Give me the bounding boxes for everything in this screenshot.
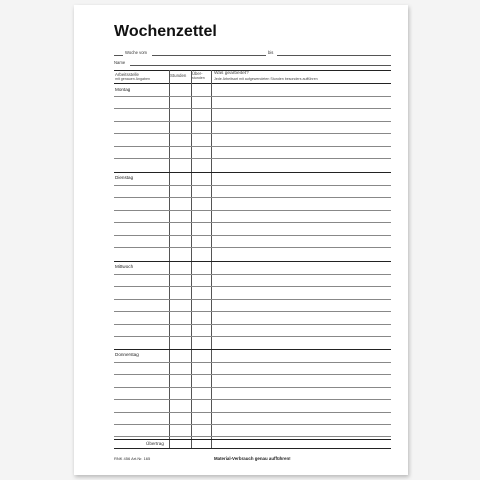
week-from-field[interactable] <box>152 55 266 56</box>
col-divider-overtime <box>191 70 192 448</box>
footer-code: RNK 456 Art.Nr. 165 <box>114 456 151 461</box>
header-bottom-border <box>114 83 391 84</box>
entry-row-line[interactable] <box>114 185 391 186</box>
day-separator-2 <box>114 261 391 262</box>
day-label-wednesday: Mittwoch <box>115 264 134 269</box>
entry-row-line[interactable] <box>114 424 391 425</box>
week-to-field[interactable] <box>277 55 391 56</box>
entry-row-line[interactable] <box>114 412 391 413</box>
entry-row-line[interactable] <box>114 324 391 325</box>
carry-top-border <box>114 439 391 440</box>
col-overtime-label-2: stunden <box>192 76 205 80</box>
col-work-label: Was gearbeitet? <box>214 71 249 76</box>
entry-row-line[interactable] <box>114 146 391 147</box>
entry-row-line[interactable] <box>114 286 391 287</box>
name-field[interactable] <box>130 65 391 66</box>
entry-row-line[interactable] <box>114 121 391 122</box>
table-bottom-border <box>114 448 391 449</box>
form-title: Wochenzettel <box>114 23 217 40</box>
day-label-tuesday: Dienstag <box>115 175 134 180</box>
table-top-border <box>114 70 391 71</box>
col-hours-label: Stunden <box>170 73 187 78</box>
entry-row-line[interactable] <box>114 96 391 97</box>
entry-row-line[interactable] <box>114 274 391 275</box>
col-site-sub: mit genauen Angaben <box>115 77 150 81</box>
col-work-sub: Jede Arbeitsart mit aufgewendeten Stunden besonders aufführen <box>214 77 318 81</box>
col-divider-work <box>211 70 212 448</box>
week-from-label: Woche vom <box>125 50 148 55</box>
carry-label: Übertrag <box>146 441 164 446</box>
entry-row-line[interactable] <box>114 299 391 300</box>
week-prefix-line <box>114 55 123 56</box>
entry-row-line[interactable] <box>114 222 391 223</box>
entry-row-line[interactable] <box>114 247 391 248</box>
entry-row-line[interactable] <box>114 399 391 400</box>
footer-note: Material-Verbrauch genau aufführen! <box>214 456 291 461</box>
day-label-monday: Montag <box>115 87 131 92</box>
entry-row-line[interactable] <box>114 133 391 134</box>
entry-row-line[interactable] <box>114 235 391 236</box>
entry-row-line[interactable] <box>114 362 391 363</box>
week-to-label: bis <box>268 50 274 55</box>
entry-row-line[interactable] <box>114 158 391 159</box>
col-divider-hours <box>169 70 170 448</box>
entry-row-line[interactable] <box>114 387 391 388</box>
day-label-thursday: Donnerstag <box>115 352 139 357</box>
col-site-label: Arbeitsstelle <box>115 72 139 77</box>
entry-row-line[interactable] <box>114 436 391 437</box>
entry-row-line[interactable] <box>114 210 391 211</box>
col-overtime-label-1: Über- <box>192 71 203 76</box>
entry-row-line[interactable] <box>114 336 391 337</box>
entry-row-line[interactable] <box>114 197 391 198</box>
entry-row-line[interactable] <box>114 311 391 312</box>
day-separator-3 <box>114 349 391 350</box>
name-label: Name <box>114 60 126 65</box>
entry-row-line[interactable] <box>114 374 391 375</box>
form-sheet <box>74 5 408 475</box>
day-separator-1 <box>114 172 391 173</box>
entry-row-line[interactable] <box>114 108 391 109</box>
